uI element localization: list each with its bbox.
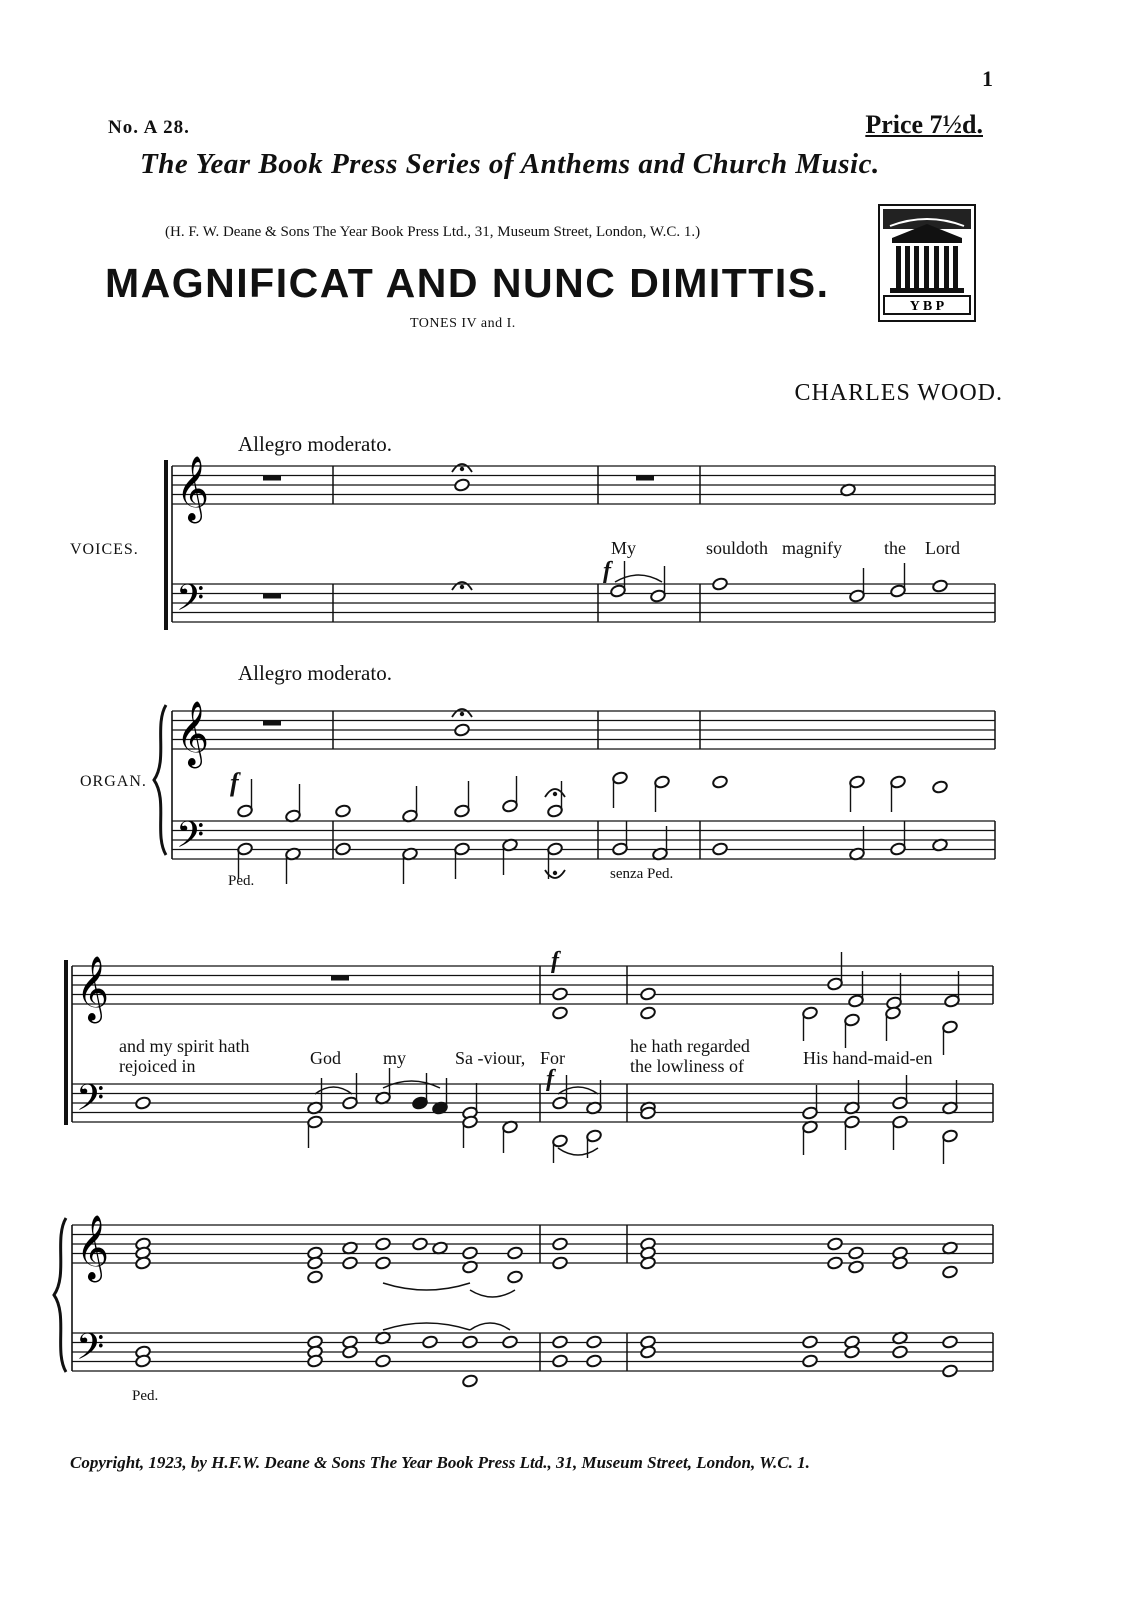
note-head	[507, 1246, 524, 1260]
page-number: 1	[982, 66, 993, 91]
fermata-dot	[460, 585, 464, 589]
lyric-line: he hath regarded	[630, 1036, 750, 1056]
tie-slur	[383, 1283, 470, 1290]
pedal-mark: Ped.	[132, 1388, 159, 1404]
fermata-dot	[553, 871, 557, 875]
note-head	[848, 1246, 865, 1260]
dynamic-forte: f	[230, 768, 239, 797]
note-head	[827, 1237, 844, 1251]
note-head	[502, 1335, 519, 1349]
bass-clef-icon: 𝄢	[76, 1326, 105, 1377]
note-head	[507, 1270, 524, 1284]
series-number: No. A 28.	[108, 117, 190, 138]
note-head	[844, 1345, 861, 1359]
note-head	[552, 1237, 569, 1251]
note-head	[640, 1345, 657, 1359]
lyric-line: rejoiced in	[119, 1056, 196, 1076]
lyric-line: and my spirit hath	[119, 1036, 250, 1056]
whole-rest	[331, 976, 349, 981]
note-head	[375, 1237, 392, 1251]
tie-slur	[383, 1323, 470, 1330]
note-head	[848, 1260, 865, 1274]
tie-slur	[470, 1323, 510, 1330]
note-head	[307, 1270, 324, 1284]
tie-slur	[558, 1148, 598, 1155]
lyric-word: my	[383, 1048, 407, 1068]
lyric-line: His hand-maid-en	[803, 1048, 933, 1068]
note-head	[552, 1256, 569, 1270]
brace	[54, 1218, 66, 1372]
note-head	[342, 1256, 359, 1270]
note-head	[942, 1364, 959, 1378]
treble-clef-icon: 𝄞	[176, 456, 210, 521]
treble-clef-icon: 𝄞	[176, 701, 210, 766]
lyric-word: Lord	[925, 538, 960, 558]
note-head	[712, 577, 729, 591]
organ-label: ORGAN.	[80, 773, 147, 790]
note-head	[375, 1354, 392, 1368]
note-head	[640, 1006, 657, 1020]
fermata-dot	[460, 467, 464, 471]
lyric-word: My	[611, 538, 637, 558]
whole-rest	[263, 721, 281, 726]
voices-tempo: Allegro moderato.	[238, 432, 392, 456]
price-label: Price 7½d.	[865, 110, 983, 139]
note-head	[552, 1335, 569, 1349]
note-head	[712, 775, 729, 789]
note-head	[586, 1354, 603, 1368]
fermata-dot	[460, 712, 464, 716]
fermata-dot	[553, 792, 557, 796]
note-head	[335, 842, 352, 856]
voices-label: VOICES.	[70, 541, 139, 558]
pedal-mark: Ped.	[228, 873, 255, 889]
note-head	[462, 1260, 479, 1274]
note-head	[135, 1256, 152, 1270]
lyric-word: Sa -viour,	[455, 1048, 526, 1068]
senza-pedal-mark: senza Ped.	[610, 866, 674, 882]
note-head	[375, 1256, 392, 1270]
note-head	[552, 987, 569, 1001]
subtitle: TONES IV and I.	[410, 316, 516, 331]
series-title: The Year Book Press Series of Anthems and Church Music.	[140, 148, 880, 180]
note-head	[454, 478, 471, 492]
note-head	[932, 579, 949, 593]
treble-clef-icon: 𝄞	[76, 956, 110, 1021]
page-title: MAGNIFICAT AND NUNC DIMITTIS.	[105, 260, 830, 306]
note-head	[454, 723, 471, 737]
note-head	[462, 1246, 479, 1260]
lyric-word: the	[884, 538, 906, 558]
note-head	[892, 1345, 909, 1359]
note-head	[412, 1237, 429, 1251]
note-head	[586, 1335, 603, 1349]
lyric-word: For	[540, 1048, 566, 1068]
whole-rest	[263, 594, 281, 599]
organ-tempo: Allegro moderato.	[238, 661, 392, 685]
note-head	[932, 780, 949, 794]
note-head	[942, 1265, 959, 1279]
note-head	[802, 1354, 819, 1368]
treble-clef-icon: 𝄞	[76, 1215, 110, 1280]
note-head	[942, 1335, 959, 1349]
dynamic-forte: f	[551, 948, 559, 974]
lyric-line: the lowliness of	[630, 1056, 744, 1076]
note-head	[342, 1345, 359, 1359]
publisher-line: (H. F. W. Deane & Sons The Year Book Press Ltd., 31, Museum Street, London, W.C. 1.)	[165, 224, 701, 240]
lyric-word: magnify	[782, 538, 842, 558]
note-head	[640, 987, 657, 1001]
lyric-word: God	[310, 1048, 341, 1068]
logo-text: Y B P	[909, 299, 945, 314]
note-head	[552, 1354, 569, 1368]
whole-rest	[263, 476, 281, 481]
tie-slur	[615, 575, 662, 582]
dynamic-forte: f	[546, 1066, 554, 1092]
tie-slur	[470, 1290, 515, 1297]
note-head	[712, 842, 729, 856]
note-head	[462, 1335, 479, 1349]
note-head	[422, 1335, 439, 1349]
note-head	[640, 1256, 657, 1270]
note-head	[135, 1096, 152, 1110]
composer-name: CHARLES WOOD.	[794, 380, 1003, 406]
bass-clef-icon: 𝄢	[176, 814, 205, 865]
brace	[154, 705, 166, 855]
note-head	[462, 1374, 479, 1388]
dynamic-forte: f	[603, 558, 611, 584]
whole-rest	[636, 476, 654, 481]
note-head	[892, 1256, 909, 1270]
note-head	[307, 1256, 324, 1270]
lyric-word: souldoth	[706, 538, 769, 558]
copyright-notice: Copyright, 1923, by H.F.W. Deane & Sons The Year Book Press Ltd., 31, Museum Street, London, W.C. 1.	[70, 1453, 810, 1472]
bass-clef-icon: 𝄢	[176, 577, 205, 628]
note-head	[335, 804, 352, 818]
bass-clef-icon: 𝄢	[76, 1077, 105, 1128]
note-head	[552, 1006, 569, 1020]
note-head	[802, 1335, 819, 1349]
note-head	[827, 1256, 844, 1270]
